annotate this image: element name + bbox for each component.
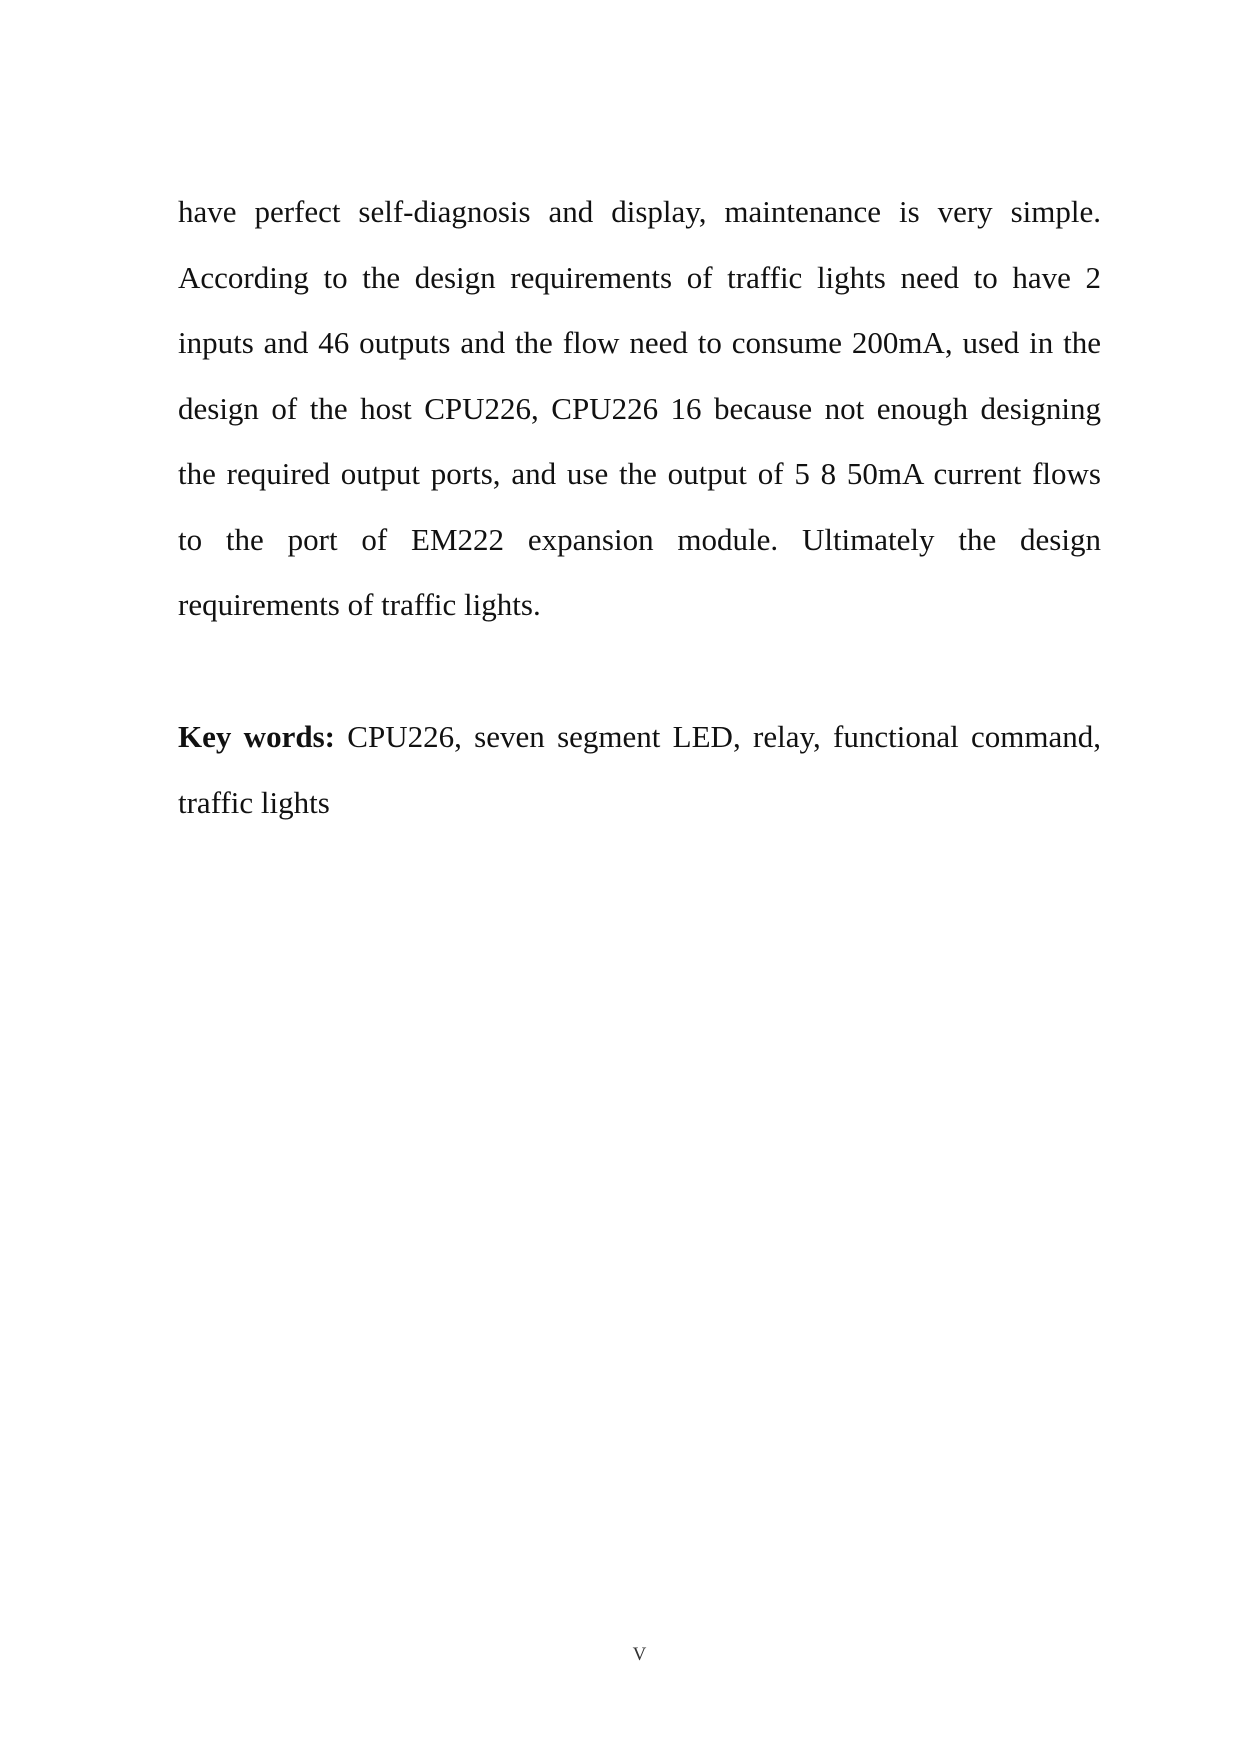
keywords-label: Key words: (178, 719, 335, 754)
abstract-line: inputs and 46 outputs and the flow need to consume 200mA, used in the (178, 325, 1101, 360)
keywords-line: traffic lights (178, 784, 330, 820)
abstract-line: have perfect self-diagnosis and display, maintenance is very simple. (178, 194, 1101, 229)
abstract-line: the required output ports, and use the output of 5 8 50mA current flows (178, 456, 1101, 491)
abstract-paragraph (178, 179, 1101, 638)
keywords-section (178, 704, 1101, 835)
abstract-line: design of the host CPU226, CPU226 16 because not enough designing (178, 390, 1101, 426)
keywords-text: CPU226, seven segment LED, relay, functional command, (347, 719, 1101, 754)
abstract-line: to the port of EM222 expansion module. Ultimately the design (178, 521, 1101, 557)
page-number: V (632, 1644, 647, 1665)
abstract-line: requirements of traffic lights. (178, 587, 541, 622)
keywords-line (178, 704, 1101, 770)
abstract-line: According to the design requirements of traffic lights need to have 2 (178, 259, 1101, 295)
